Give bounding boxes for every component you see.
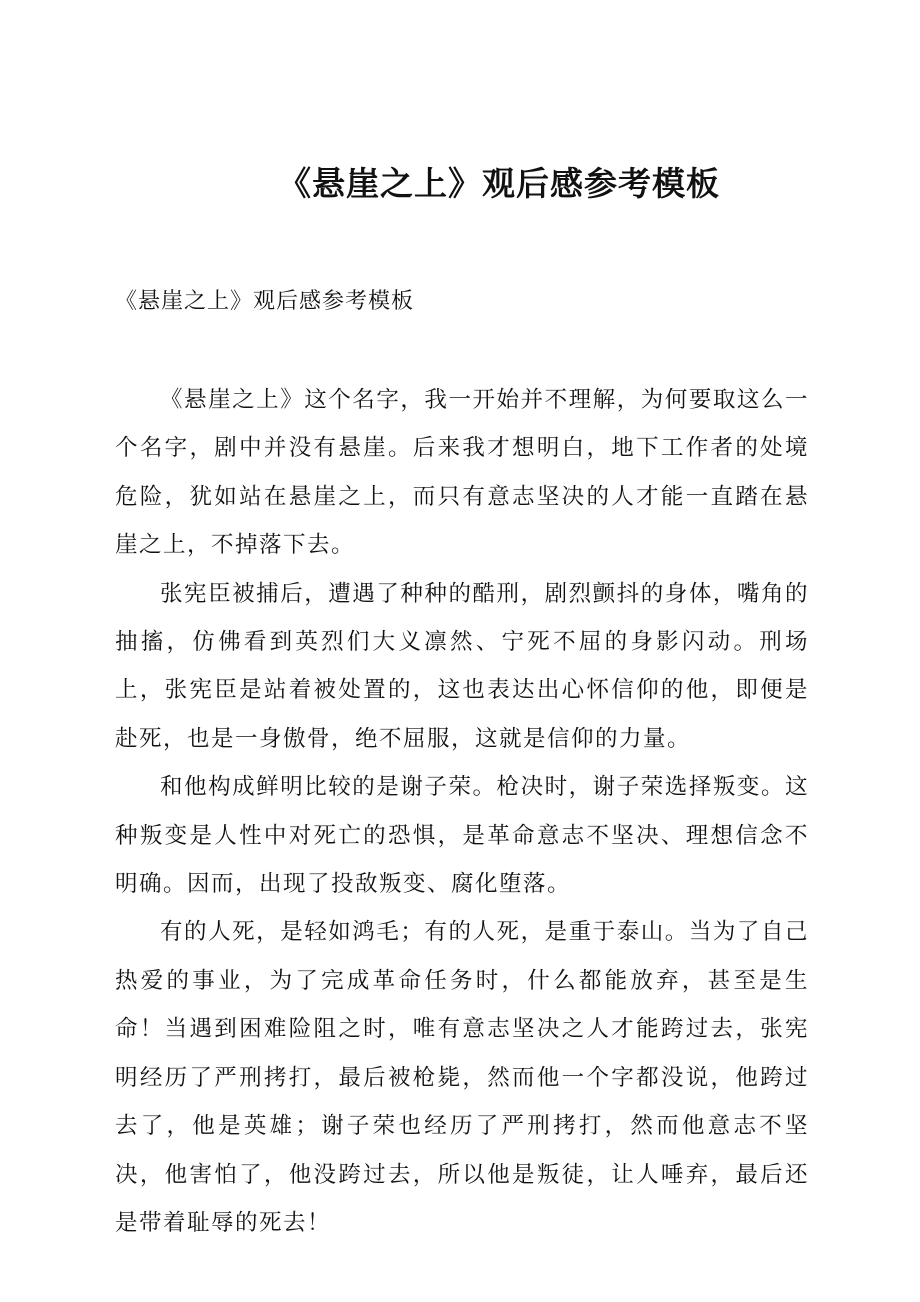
document-title: 《悬崖之上》观后感参考模板 <box>278 164 720 203</box>
paragraph: 有的人死，是轻如鸿毛；有的人死，是重于泰山。当为了自己热爱的事业，为了完成革命任务时，什么都能放弃，甚至是生命！当遇到困难险阻之时，唯有意志坚决之人才能跨过去，张宪明经历了严刑拷打，最后被枪毙，然而他一个字都没说，他跨过去了，他是英雄；谢子荣也经历了严刑拷打，然而他意志不坚决，他害怕了，他没跨过去，所以他是叛徒，让人唾弃，最后还是带着耻辱的死去！ <box>115 919 809 1236</box>
paragraph: 和他构成鲜明比较的是谢子荣。枪决时，谢子荣选择叛变。这种叛变是人性中对死亡的恐惧，是革命意志不坚决、理想信念不明确。因而，出现了投敌叛变、腐化堕落。 <box>115 774 809 898</box>
paragraph: 《悬崖之上》这个名字，我一开始并不理解，为何要取这么一个名字，剧中并没有悬崖。后来我才想明白，地下工作者的处境危险，犹如站在悬崖之上，而只有意志坚决的人才能一直踏在悬崖之上，不掉落下去。 <box>115 387 809 559</box>
document-body <box>115 376 809 1247</box>
paragraph: 张宪臣被捕后，遭遇了种种的酷刑，剧烈颤抖的身体，嘴角的抽搐，仿佛看到英烈们大义凛然、宁死不屈的身影闪动。刑场上，张宪臣是站着被处置的，这也表达出心怀信仰的他，即便是赴死，也是一身傲骨，绝不屈服，这就是信仰的力量。 <box>115 580 809 752</box>
document-subtitle: 《悬崖之上》观后感参考模板 <box>115 289 415 314</box>
